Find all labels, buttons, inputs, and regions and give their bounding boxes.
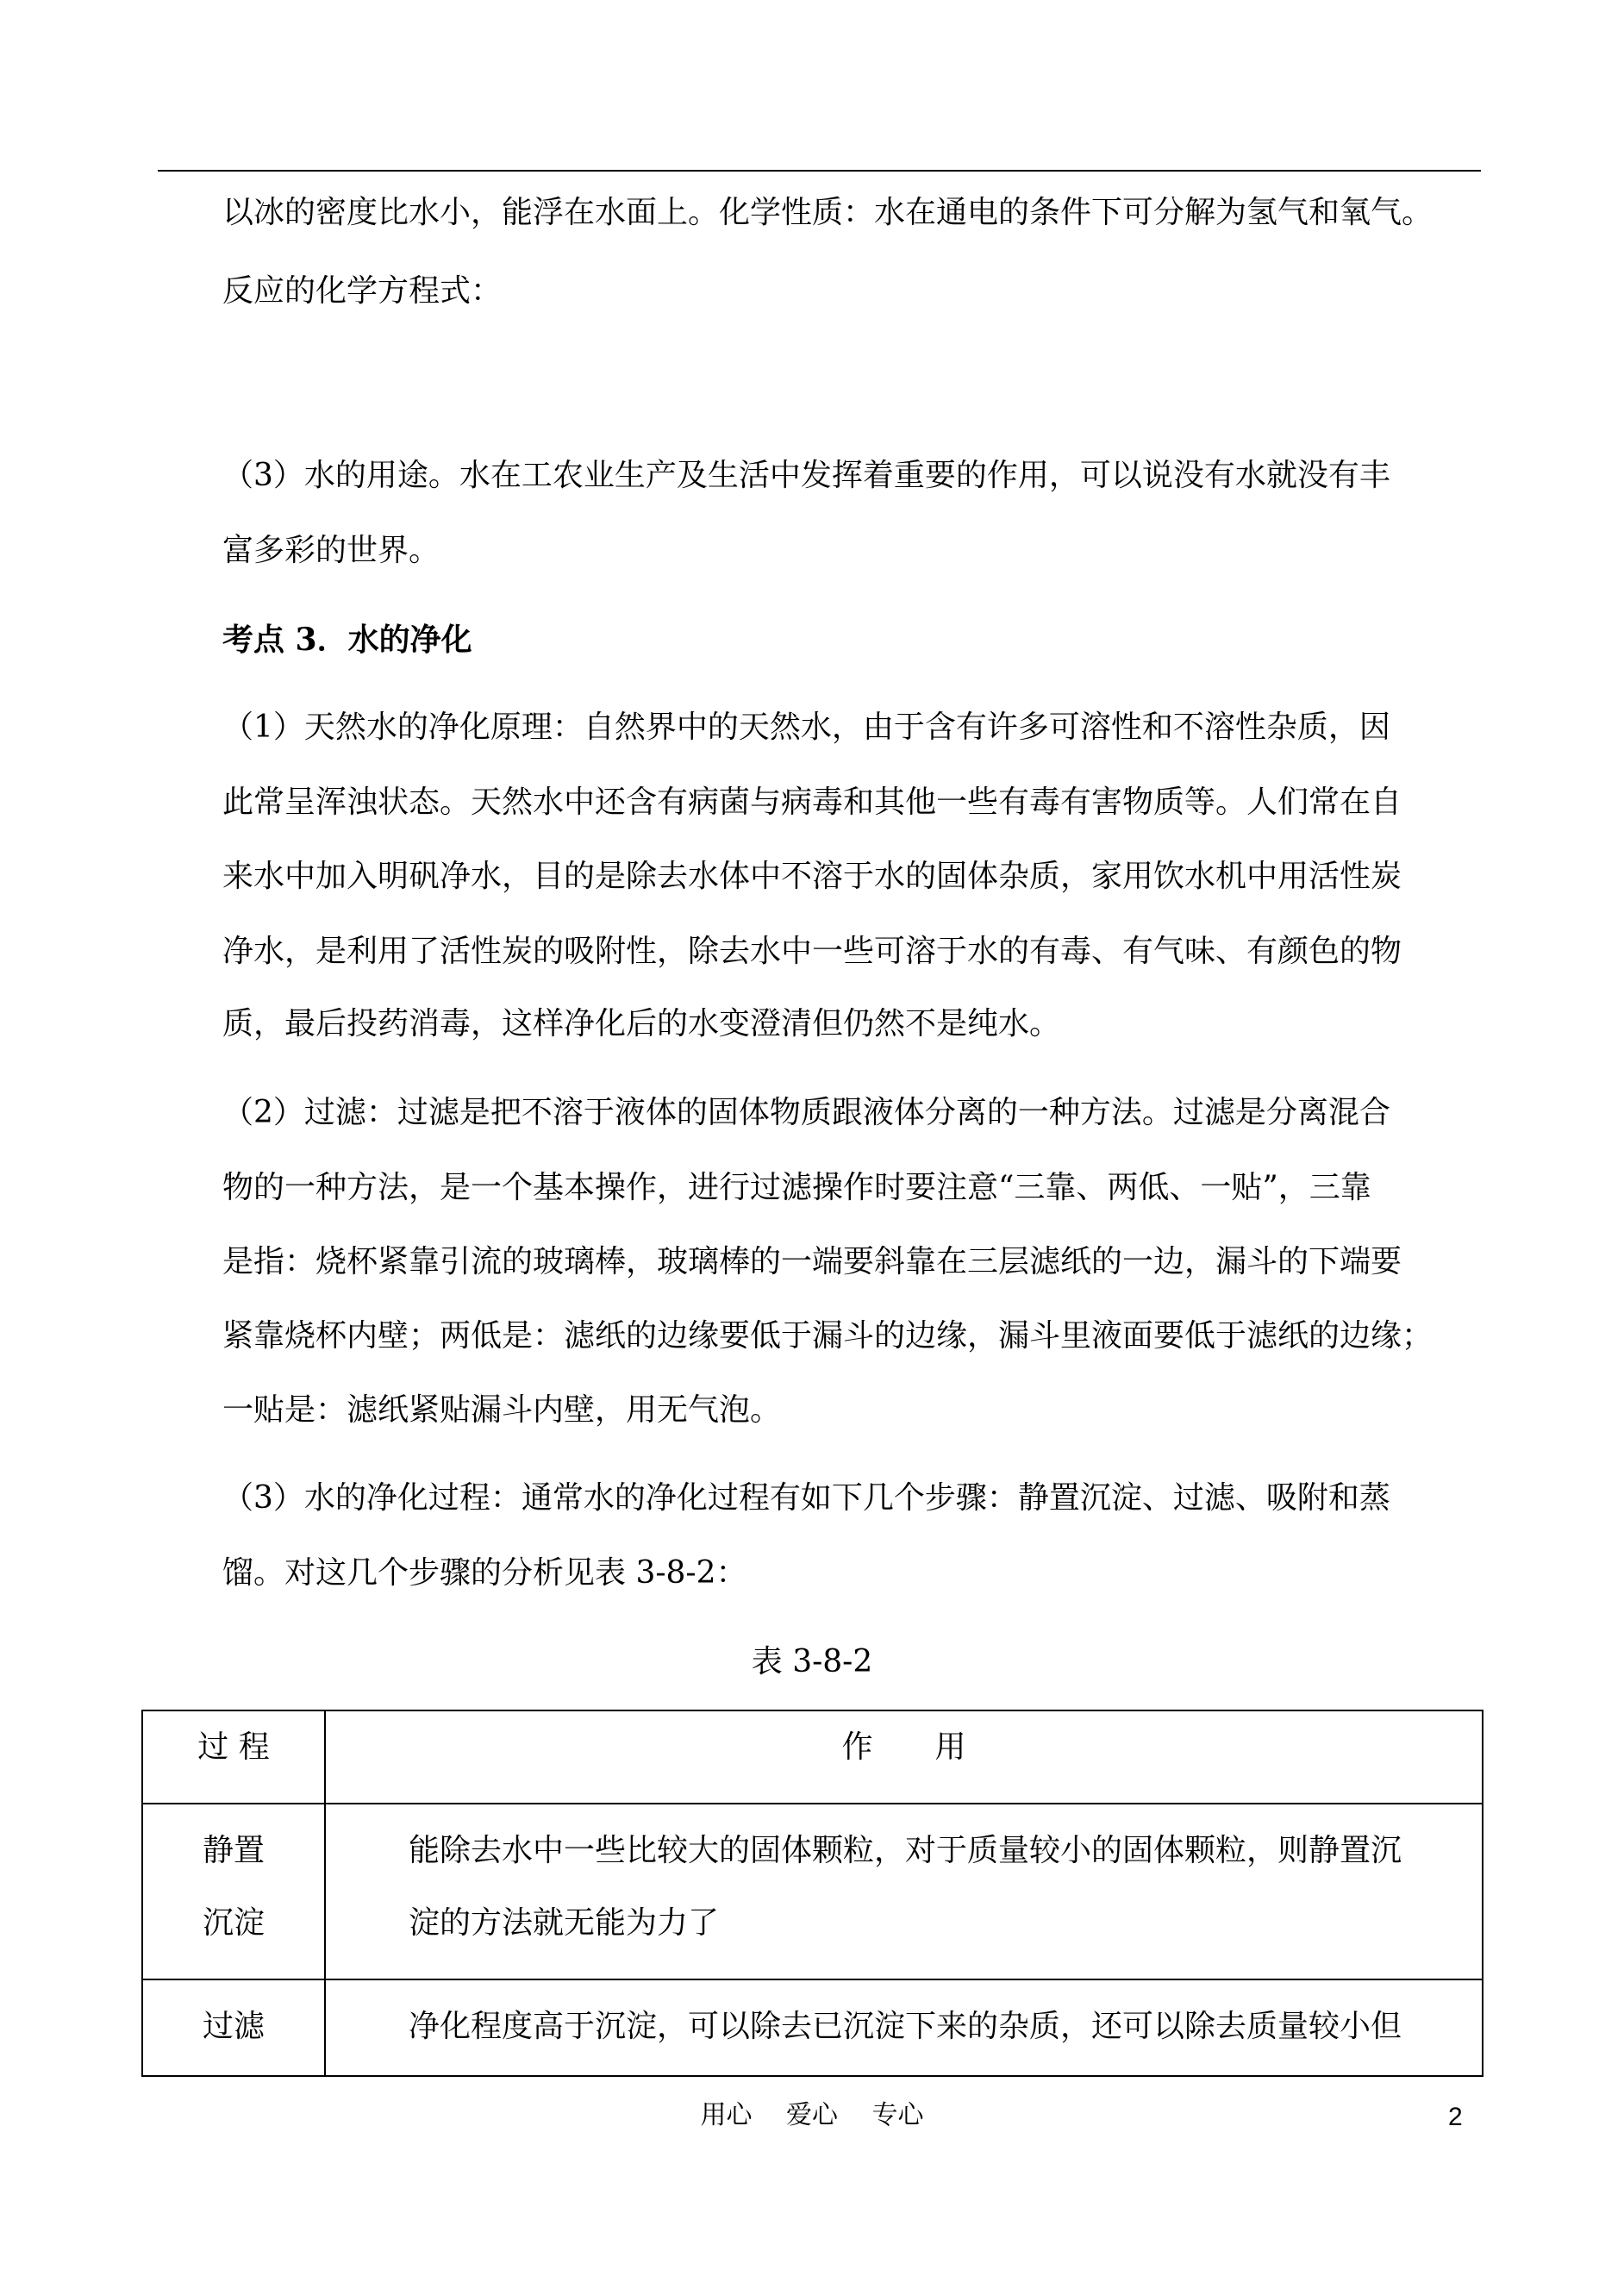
- paragraph-line: 一贴是：滤纸紧贴漏斗内壁，用无气泡。: [222, 1392, 782, 1428]
- paragraph-line: （3）水的净化过程：通常水的净化过程有如下几个步骤：静置沉淀、过滤、吸附和蒸: [222, 1480, 1390, 1516]
- effect-text: 净化程度高于沉淀，可以除去已沉淀下来的杂质，还可以除去质量较小但: [409, 2009, 1402, 2044]
- paragraph-line: 富多彩的世界。: [222, 533, 440, 568]
- process-label: 静置: [202, 1833, 265, 1868]
- table-header-row: [142, 1710, 1483, 1804]
- paragraph-line: 反应的化学方程式：: [222, 273, 503, 309]
- header-process: 过 程: [142, 1710, 325, 1804]
- footer-motto: 用心 爱心 专心: [700, 2100, 924, 2130]
- effect-text: 能除去水中一些比较大的固体颗粒，对于质量较小的固体颗粒，则静置沉: [409, 1833, 1402, 1868]
- effect-text: 淀的方法就无能为力了: [409, 1905, 720, 1941]
- header-effect: 作 用: [325, 1710, 1483, 1804]
- paragraph-line: （1）天然水的净化原理：自然界中的天然水，由于含有许多可溶性和不溶性杂质，因: [222, 710, 1390, 745]
- process-cell: [142, 1804, 325, 1979]
- paragraph-line: 来水中加入明矾净水，目的是除去水体中不溶于水的固体杂质，家用饮水机中用活性炭: [222, 859, 1402, 894]
- table-row: [142, 1979, 1483, 2076]
- table-caption: 表 3-8-2: [751, 1644, 873, 1679]
- effect-cell: [325, 1979, 1483, 2076]
- process-table: [141, 1710, 1483, 2077]
- section-heading: 考点 3．水的净化: [222, 622, 472, 658]
- paragraph-line: 质，最后投药消毒，这样净化后的水变澄清但仍然不是纯水。: [222, 1006, 1061, 1041]
- paragraph-line: （3）水的用途。水在工农业生产及生活中发挥着重要的作用，可以说没有水就没有丰: [222, 458, 1390, 493]
- paragraph-line: 是指：烧杯紧靠引流的玻璃棒，玻璃棒的一端要斜靠在三层滤纸的一边，漏斗的下端要: [222, 1244, 1402, 1279]
- paragraph-line: 以冰的密度比水小，能浮在水面上。化学性质：水在通电的条件下可分解为氢气和氧气。: [222, 195, 1433, 230]
- table-row: [142, 1804, 1483, 1979]
- paragraph-line: 物的一种方法，是一个基本操作，进行过滤操作时要注意“三靠、两低、一贴”，三靠: [222, 1170, 1371, 1205]
- effect-cell: [325, 1804, 1483, 1979]
- paragraph-line: 紧靠烧杯内壁；两低是：滤纸的边缘要低于漏斗的边缘，漏斗里液面要低于滤纸的边缘；: [222, 1318, 1433, 1354]
- paragraph-line: 馏。对这几个步骤的分析见表 3-8-2：: [222, 1555, 747, 1591]
- page-number: 2: [1448, 2103, 1463, 2131]
- paragraph-line: 净水，是利用了活性炭的吸附性，除去水中一些可溶于水的有毒、有气味、有颜色的物: [222, 934, 1402, 969]
- process-cell: [142, 1979, 325, 2076]
- paragraph-line: （2）过滤：过滤是把不溶于液体的固体物质跟液体分离的一种方法。过滤是分离混合: [222, 1095, 1390, 1130]
- process-label: 沉淀: [202, 1905, 265, 1941]
- header-rule: [158, 170, 1481, 172]
- paragraph-line: 此常呈浑浊状态。天然水中还含有病菌与病毒和其他一些有毒有害物质等。人们常在自: [222, 785, 1402, 820]
- process-label: 过滤: [202, 2009, 265, 2044]
